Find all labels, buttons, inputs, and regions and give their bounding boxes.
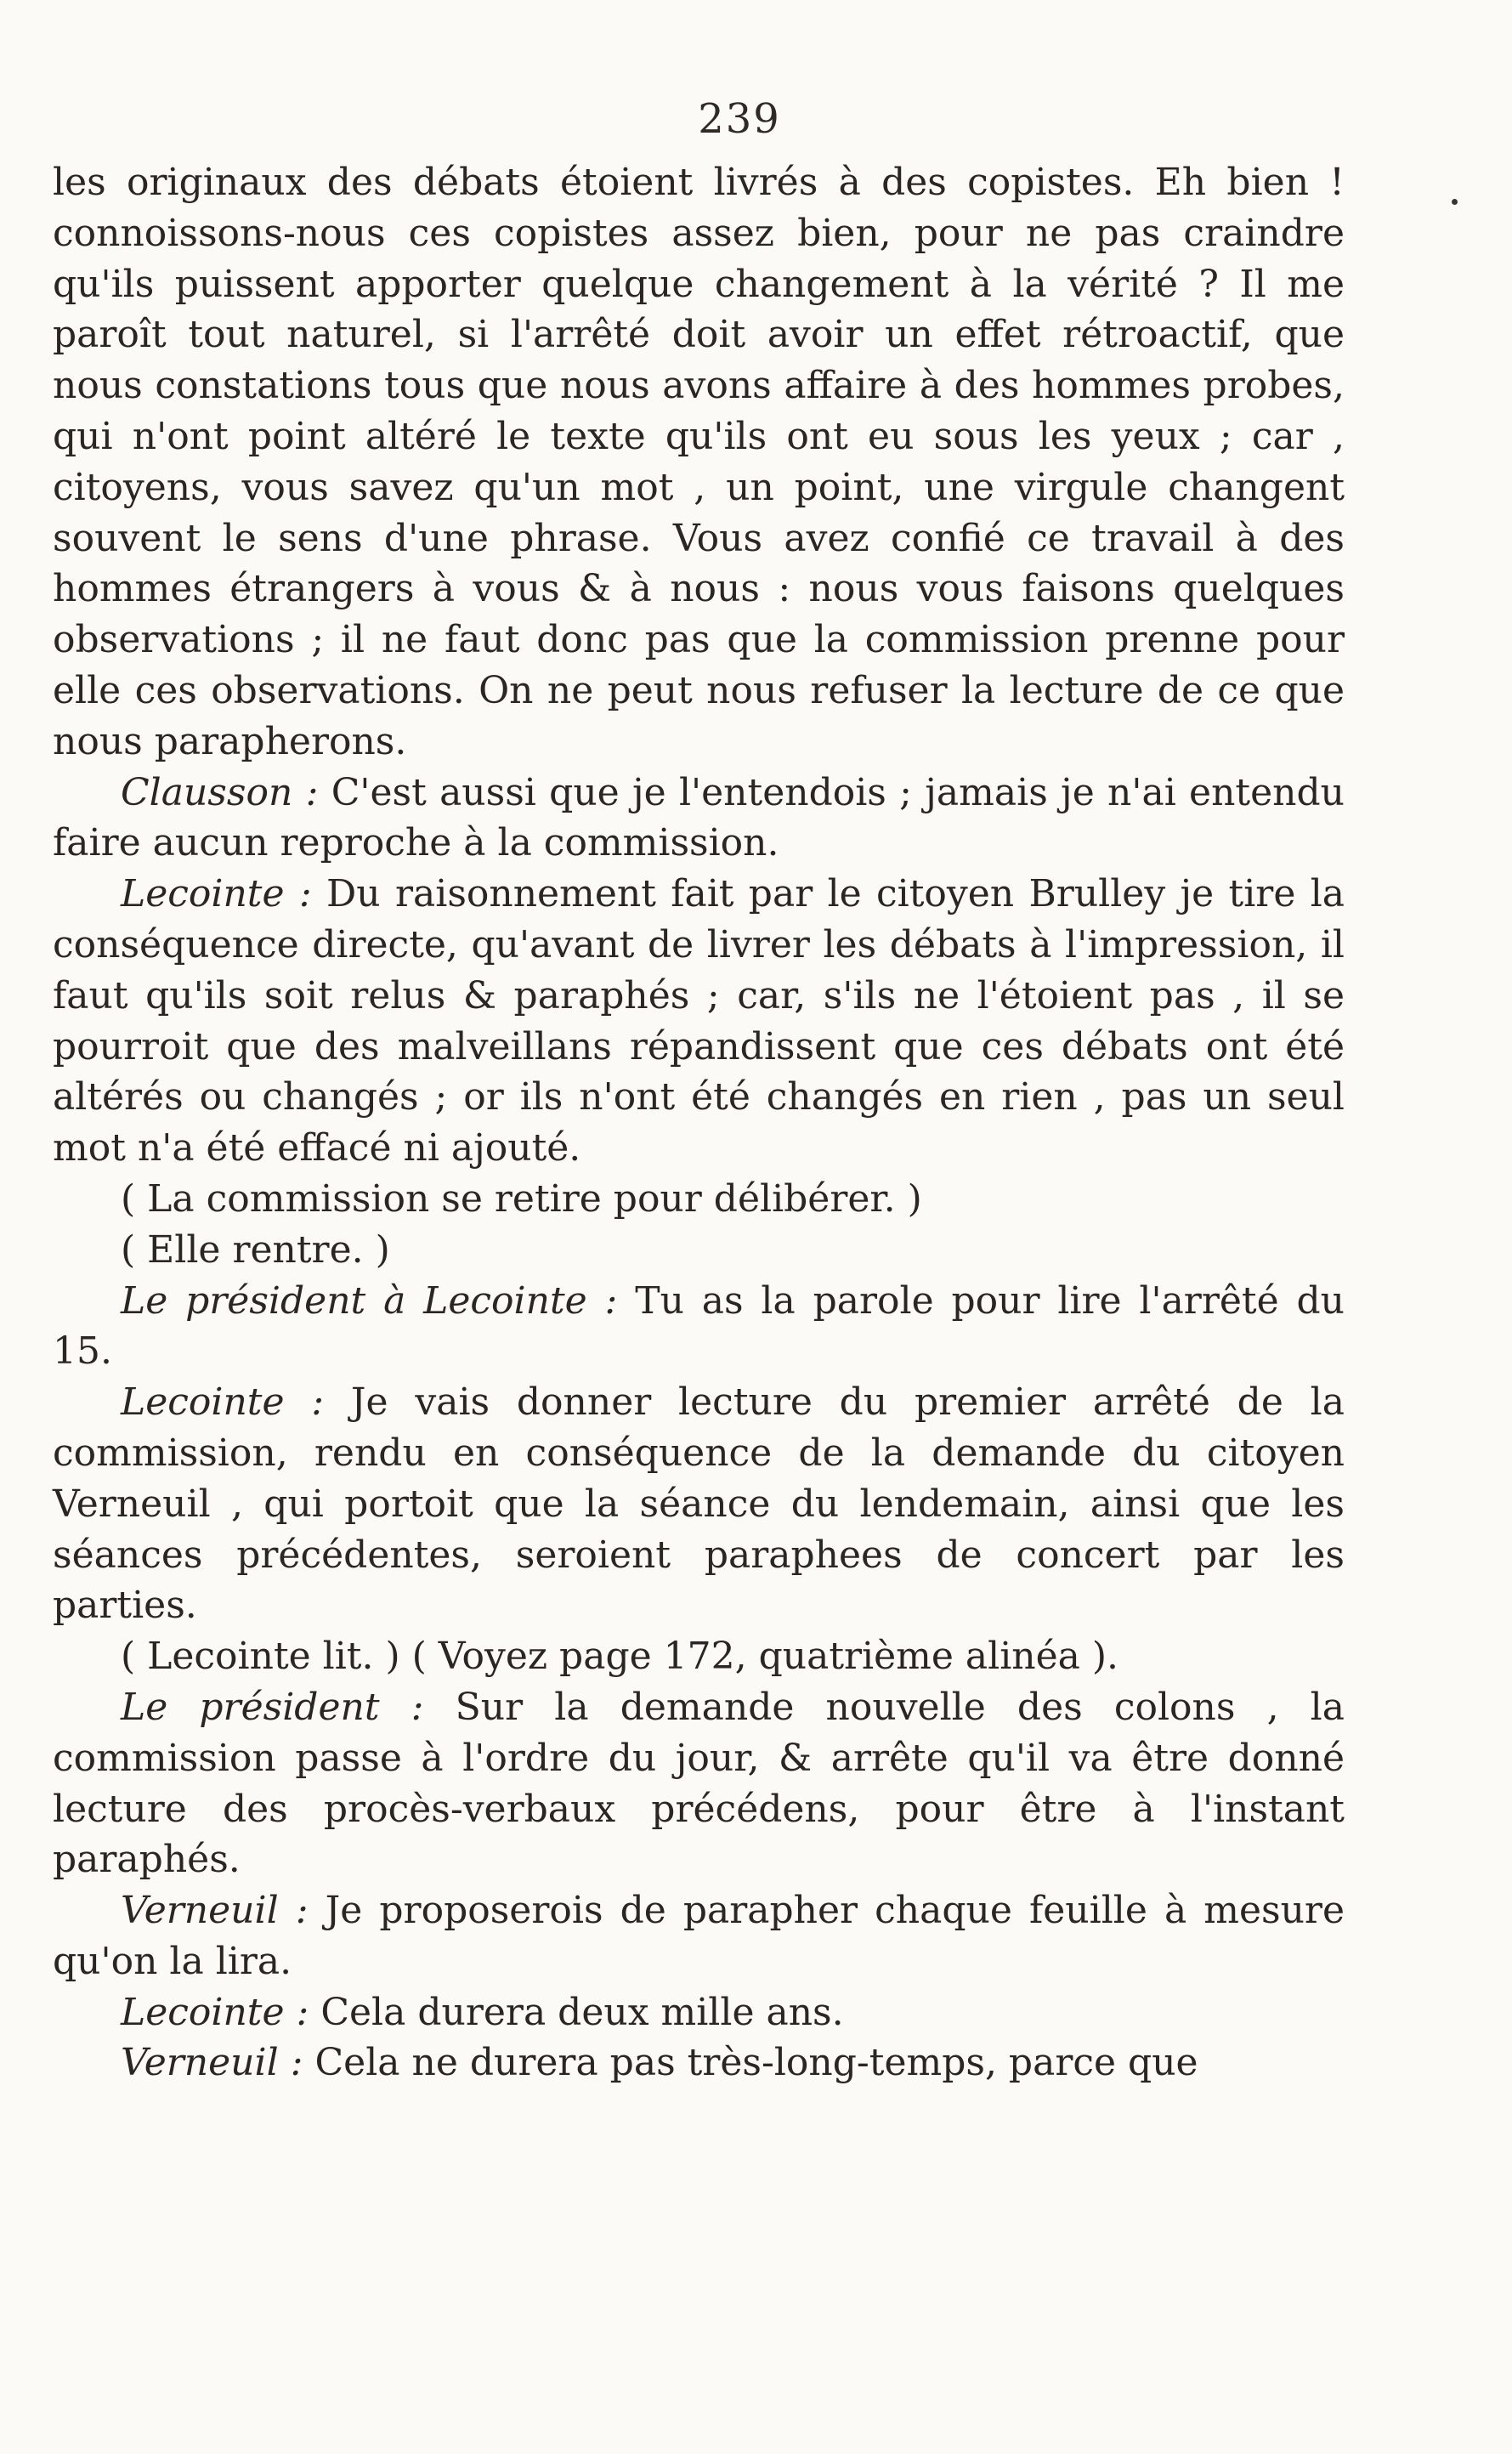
paragraph-5 <box>53 1225 1345 1276</box>
paragraph-text: Cela durera deux mille ans. <box>320 1990 844 2034</box>
paragraph-text: Je proposerois de parapher chaque feuille à mesure qu'on la lira. <box>53 1889 1345 1983</box>
speaker-name: Clausson : <box>121 770 319 814</box>
paragraph-7 <box>53 1377 1345 1631</box>
paragraph-10 <box>53 1885 1345 1987</box>
paragraph-11 <box>53 1987 1345 2038</box>
paragraph-text: ( La commission se retire pour délibérer. ) <box>121 1176 922 1221</box>
paragraph-12 <box>53 2037 1345 2088</box>
speaker-name: Lecointe : <box>121 1380 325 1425</box>
paragraph-text: Je vais donner lecture du premier arrêté de la commission, rendu en conséquence de la demande du citoyen Verneuil , qui portoit que la séance du lendemain, ainsi que les séances précédentes, seroient paraphees de concert par les parties. <box>53 1380 1345 1628</box>
speaker-name: Verneuil : <box>121 1889 309 1933</box>
speaker-name: Verneuil : <box>121 2041 303 2085</box>
paragraph-6 <box>53 1276 1345 1378</box>
speaker-name: Lecointe : <box>121 872 312 916</box>
paragraph-8 <box>53 1631 1345 1682</box>
paragraph-text: C'est aussi que je l'entendois ; jamais je n'ai entendu faire aucun reproche à la commission. <box>53 770 1345 865</box>
paragraph-text: ( Elle rentre. ) <box>121 1227 390 1272</box>
paragraph-text: les originaux des débats étoient livrés à des copistes. Eh bien ! connoissons-nous ces copistes assez bien, pour ne pas craindre qu'ils puissent apporter quelque changement à la vérité ? Il me paroît tout naturel, si l'arrêté doit avoir un effet rétroactif, que nous constations tous que nous avons affaire à des hommes probes, qui n'ont point altéré le texte qu'ils ont eu sous les yeux ; car , citoyens, vous savez qu'un mot , un point, une virgule changent souvent le sens d'une phrase. Vous avez confié ce travail à des hommes étrangers à vous & à nous : nous vous faisons quelques observations ; il ne faut donc pas que la commission prenne pour elle ces observations. On ne peut nous refuser la lecture de ce que nous parapherons. <box>53 161 1345 763</box>
paragraph-text: Sur la demande nouvelle des colons , la commission passe à l'ordre du jour, & arrête qu'il va être donné lecture des procès-verbaux précédens, pour être à l'instant paraphés. <box>53 1685 1345 1882</box>
margin-dot <box>1452 199 1458 205</box>
paragraph-text: ( Lecointe lit. ) ( Voyez page 172, quatrième alinéa ). <box>121 1635 1119 1679</box>
speaker-name: Le président à Lecointe : <box>121 1278 618 1323</box>
body-text <box>53 157 1345 2088</box>
paragraph-text: Tu as la parole pour lire l'arrêté du 15. <box>53 1278 1345 1374</box>
page-number: 239 <box>698 95 781 143</box>
paragraph-4 <box>53 1174 1345 1225</box>
paragraph-3 <box>53 869 1345 1174</box>
speaker-name: Lecointe : <box>121 1990 309 2034</box>
paragraph-1 <box>53 157 1345 768</box>
paragraph-text: Du raisonnement fait par le citoyen Brulley je tire la conséquence directe, qu'avant de livrer les débats à l'impression, il faut qu'ils soit relus & paraphés ; car, s'ils ne l'étoient pas , il se pourroit que des malveillans répandissent que ces débats ont été altérés ou changés ; or ils n'ont été changés en rien , pas un seul mot n'a été effacé ni ajouté. <box>53 872 1345 1170</box>
speaker-name: Le président : <box>121 1685 424 1729</box>
paragraph-9 <box>53 1682 1345 1885</box>
paragraph-text: Cela ne durera pas très-long-temps, parce que <box>314 2041 1198 2085</box>
paragraph-2 <box>53 768 1345 870</box>
